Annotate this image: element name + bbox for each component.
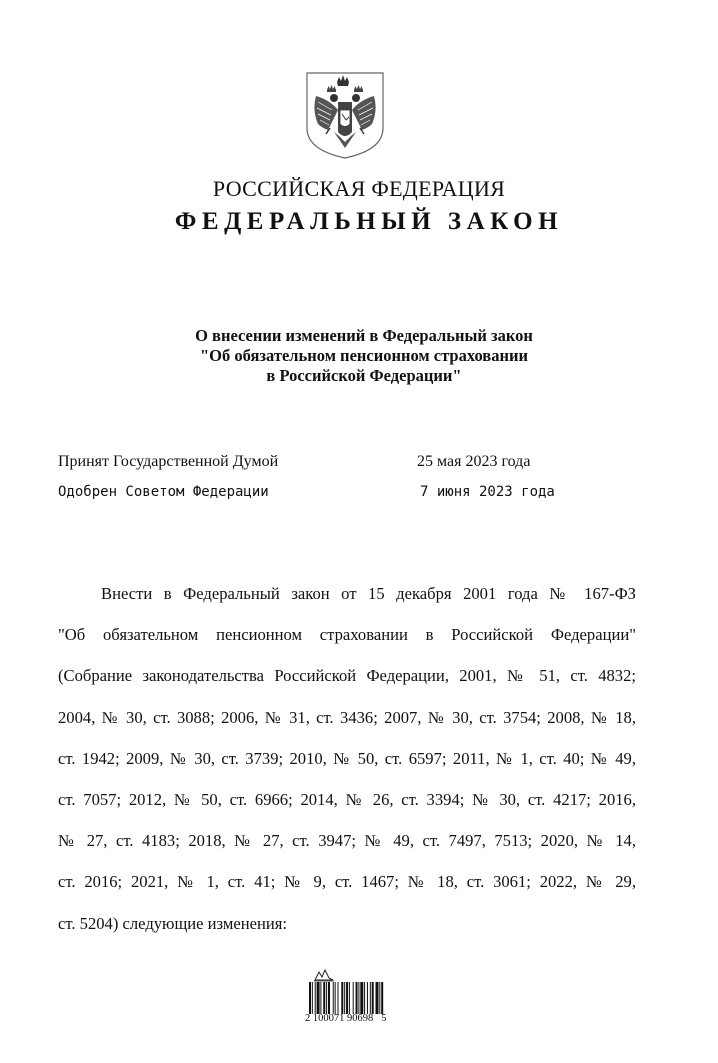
body-line: № 27, ст. 4183; 2018, № 27, ст. 3947; № 49, ст. 7497, 7513; 2020, № 14, [58,831,636,851]
council-approval-row [58,484,658,508]
country-name: РОССИЙСКАЯ ФЕДЕРАЦИЯ [212,176,506,201]
body-line: ст. 1942; 2009, № 30, ст. 3739; 2010, № 50, ст. 6597; 2011, № 1, ст. 40; № 49, [58,748,636,768]
document-type: ФЕДЕРАЛЬНЫЙ ЗАКОН [174,208,564,235]
law-title-line: "Об обязательном пенсионном страховании [200,346,528,365]
law-body-paragraph [58,573,636,944]
barcode-bars [309,982,407,1014]
duma-adoption-label: Принят Государственной Думой [58,453,279,470]
coat-of-arms-icon [304,70,386,160]
council-approval-date: 7 июня 2023 года [420,484,555,500]
barcode-logo-icon [313,968,335,982]
body-line: (Собрание законодательства Российской Федерации, 2001, № 51, ст. 4832; [58,666,636,686]
body-line: 2004, № 30, ст. 3088; 2006, № 31, ст. 3436; 2007, № 30, ст. 3754; 2008, № 18, [58,707,636,727]
body-line: ст. 7057; 2012, № 50, ст. 6966; 2014, № 26, ст. 3394; № 30, ст. 4217; 2016, [58,789,636,809]
duma-adoption-date: 25 мая 2023 года [417,453,531,470]
duma-adoption-row [58,453,658,477]
barcode-number: 2 100071 90698 5 [305,1013,387,1024]
body-line: ст. 2016; 2021, № 1, ст. 41; № 9, ст. 1467; № 18, ст. 3061; 2022, № 29, [58,872,636,892]
body-line: Внести в Федеральный закон от 15 декабря 2001 года № 167-ФЗ [101,584,636,603]
council-approval-label: Одобрен Советом Федерации [58,484,269,500]
document-barcode [305,968,410,1028]
body-line: ст. 5204) следующие изменения: [58,913,287,933]
law-title [0,326,718,386]
law-title-line: О внесении изменений в Федеральный закон [195,326,533,345]
body-line: "Об обязательном пенсионном страховании в Российской Федерации" [58,625,636,645]
law-title-line: в Российской Федерации" [266,366,462,385]
